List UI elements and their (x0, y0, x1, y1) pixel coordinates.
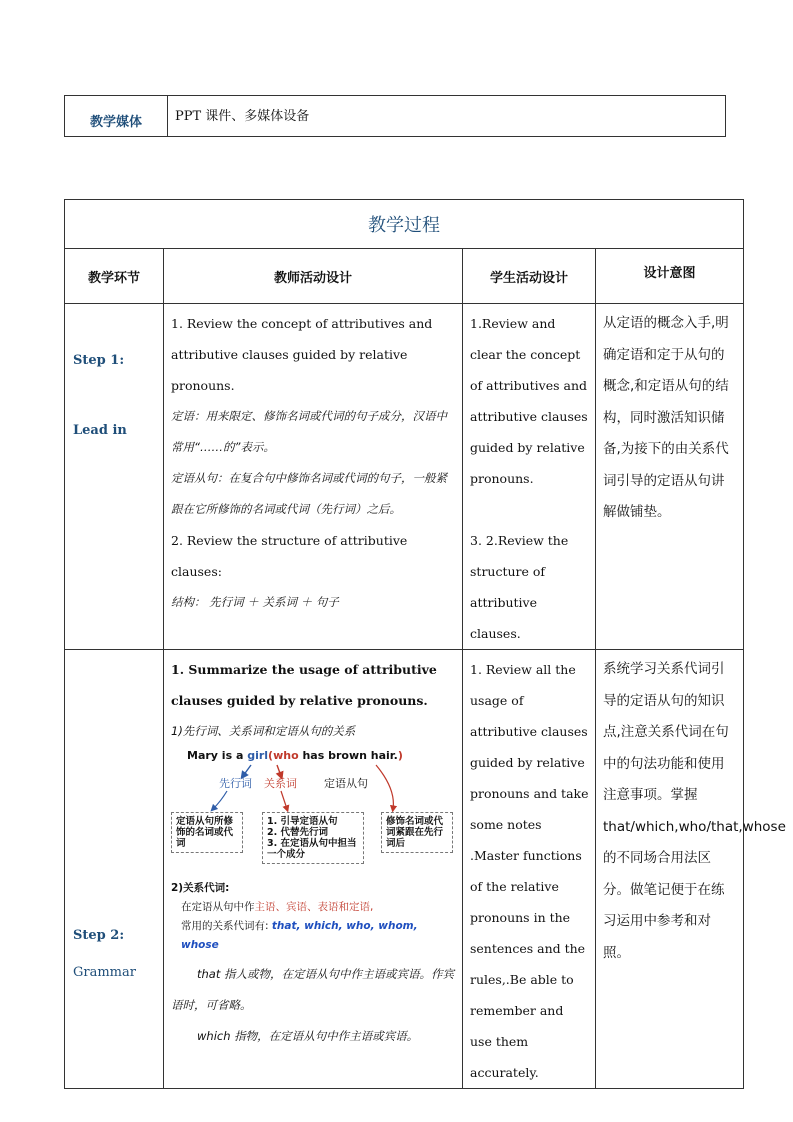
step1-teacher-line4: 2. Review the structure of attributive clauses: (171, 533, 408, 579)
step1-student-part2: 3. 2.Review the structure of attributive clauses. (470, 533, 569, 641)
step1-teacher-line5: 结构： 先行词 ＋ 关系词 ＋ 句子 (171, 595, 339, 609)
which-usage: which 指物，在定语从句中作主语或宾语。 (197, 1029, 419, 1043)
step1-intent-cell: 从定语的概念入手,明确定语和定于从句的概念,和定语从句的结构，同时激活知识储备,为接下的由关系代词引导的定语从句讲解做铺垫。 (596, 304, 744, 650)
step2-teacher-cell (164, 650, 463, 1089)
step1-student-part1: 1.Review and clear the concept of attributives and attributive clauses guided by relative pronouns. (470, 316, 588, 486)
process-table (64, 199, 786, 1089)
step1-name: Lead in (73, 423, 127, 438)
header-stage: 教学环节 (65, 249, 164, 304)
step1-teacher-cell (164, 304, 463, 650)
diagram-label-antecedent: 先行词 (219, 777, 252, 790)
diagram-box-relative: 1. 引导定语从句 2. 代替先行词 3. 在定语从句中担当一个成分 (262, 812, 364, 864)
diagram-label-clause: 定语从句 (324, 777, 368, 790)
header-teacher: 教师活动设计 (164, 249, 463, 304)
diagram-label-relative: 关系词 (264, 777, 297, 790)
diagram-box-clause: 修饰名词或代词紧跟在先行词后 (381, 812, 453, 853)
rp-line2: 常用的关系代词有: that, which, who, whom, whose (181, 920, 418, 951)
header-student: 学生活动设计 (463, 249, 596, 304)
step2-label: Step 2: (73, 928, 125, 943)
step1-teacher-line1: 1. Review the concept of attributives and attributive clauses guided by relative pronouns. (171, 316, 433, 393)
step2-intent-cell: 系统学习关系代词引导的定语从句的知识点,注意关系代词在句中的句法功能和使用注意事项。掌握that/which,who/that,whose 的不同场合用法区分。做笔记便于在练习运用中参考和对照。 (596, 650, 744, 1089)
step2-student-cell: 1. Review all the usage of attributive clauses guided by relative pronouns and take some notes .Master functions of the relative pronouns in the sentences and the rules,.Be able to remember and use them accurately. (463, 650, 596, 1089)
step1-label: Step 1: (73, 353, 125, 368)
step1-teacher-line3: 定语从句：在复合句中修饰名词或代词的句子，一般紧跟在它所修饰的名词或代词（先行词）之后。 (171, 471, 447, 516)
media-label: 教学媒体 (65, 96, 168, 137)
media-value: PPT 课件、多媒体设备 (168, 96, 726, 137)
rp-line1: 在定语从句中作主语、宾语、表语和定语, (181, 901, 374, 913)
step1-stage-cell (65, 304, 164, 650)
process-title: 教学过程 (65, 200, 744, 249)
step2-stage-cell (65, 650, 164, 1089)
diagram-box-antecedent: 定语从句所修饰的名词或代词 (171, 812, 243, 853)
clause-diagram (171, 749, 456, 879)
media-table (64, 95, 726, 137)
step1-student-cell (463, 304, 596, 650)
step2-teacher-sub1: 1)先行词、关系词和定语从句的关系 (171, 724, 356, 738)
step2-name: Grammar (73, 965, 136, 980)
header-intent: 设计意图 (596, 249, 744, 304)
rp-title: 2)关系代词: (171, 882, 230, 894)
relative-pronoun-block (171, 879, 456, 955)
step1-teacher-line2: 定语：用来限定、修饰名词或代词的句子成分，汉语中常用“……的”表示。 (171, 409, 447, 454)
step2-teacher-heading: 1. Summarize the usage of attributive clauses guided by relative pronouns. (171, 662, 437, 708)
diagram-sentence: Mary is a girl(who has brown hair.) (187, 749, 403, 762)
that-usage: that 指人或物，在定语从句中作主语或宾语。作宾语时，可省略。 (171, 967, 455, 1012)
